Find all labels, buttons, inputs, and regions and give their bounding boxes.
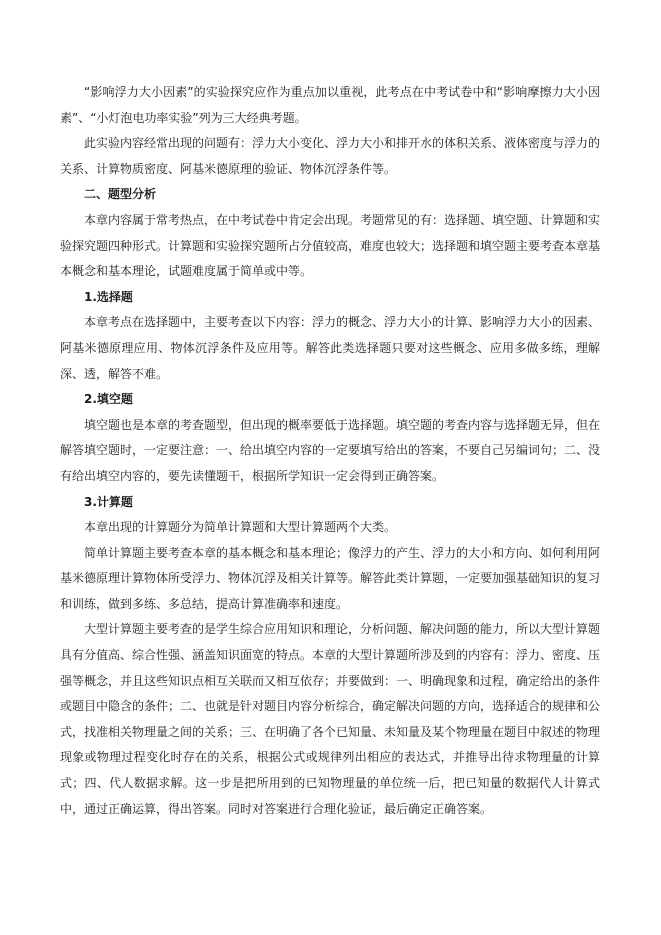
subheading-calculation-questions: 3.计算题: [84, 494, 133, 509]
fill-in-questions-paragraph: 填空题也是本章的考查题型，但出现的概率要低于选择题。填空题的考查内容与选择题无异，但在解答填空题时，一定要注意：一、给出填空内容的一定要填写给出的答案，不要自己另编词句；二、没有给出填空内容的，要先读懂题干，根据所学知识一定会得到正确答案。: [60, 417, 601, 483]
subheading-fill-in-questions: 2.填空题: [84, 392, 133, 407]
calculation-paragraph-3: 大型计算题主要考查的是学生综合应用知识和理论，分析问题、解决问题的能力，所以大型计算题具有分值高、综合性强、涵盖知识面宽的特点。本章的大型计算题所涉及到的内容有：浮力、密度、压强等概念，并且这些知识点相互关联而又相互依存；并要做到：一、明确现象和过程，确定给出的条件或题目中隐含的条件；二、也就是针对题目内容分析综合，确定解决问题的方向，选择适合的规律和公式，找准相关物理量之间的关系；三、在明确了各个已知量、未知量及某个物理量在题目中叙述的物理现象或物理过程变化时存在的关系，根据公式或规律列出相应的表达式，并推导出待求物理量的计算式；四、代人数据求解。这一步是把所用到的已知物理量的单位统一后，把已知量的数据代人计算式中，通过正确运算，得出答案。同时对答案进行合理化验证，最后确定正确答案。: [60, 622, 601, 816]
question-analysis-paragraph: 本章内容属于常考热点，在中考试卷中肯定会出现。考题常见的有：选择题、填空题、计算题和实验探究题四种形式。计算题和实验探究题所占分值较高，难度也较大；选择题和填空题主要考查本章基本概念和基本理论，试题难度属于简单或中等。: [60, 212, 601, 279]
subheading-choice-questions: 1.选择题: [84, 289, 133, 304]
choice-questions-paragraph: 本章考点在选择题中，主要考查以下内容：浮力的概念、浮力大小的计算、影响浮力大小的因素、阿基米德原理应用、物体沉浮条件及应用等。解答此类选择题只要对这些概念、应用多做多练，理解深、透，解答不难。: [60, 315, 601, 381]
intro-paragraph-1: “影响浮力大小因素”的实验探究应作为重点加以重视，此考点在中考试卷中和“影响摩擦力大小因素”、“小灯泡电功率实验”列为三大经典考题。: [60, 85, 600, 125]
calculation-paragraph-2: 简单计算题主要考查本章的基本概念和基本理论；像浮力的产生、浮力的大小和方向、如何利用阿基米德原理计算物体所受浮力、物体沉浮及相关计算等。解答此类计算题，一定要加强基础知识的复习和训练，做到多练、多总结，提高计算准确率和速度。: [60, 545, 601, 611]
intro-paragraph-2: 此实验内容经常出现的问题有：浮力大小变化、浮力大小和排开水的体积关系、液体密度与浮力的关系、计算物质密度、阿基米德原理的验证、物体沉浮条件等。: [60, 136, 601, 176]
section-heading-question-analysis: 二、题型分析: [84, 187, 157, 202]
calculation-paragraph-1: 本章出现的计算题分为简单计算题和大型计算题两个大类。: [84, 520, 397, 535]
document-body: [60, 80, 600, 822]
